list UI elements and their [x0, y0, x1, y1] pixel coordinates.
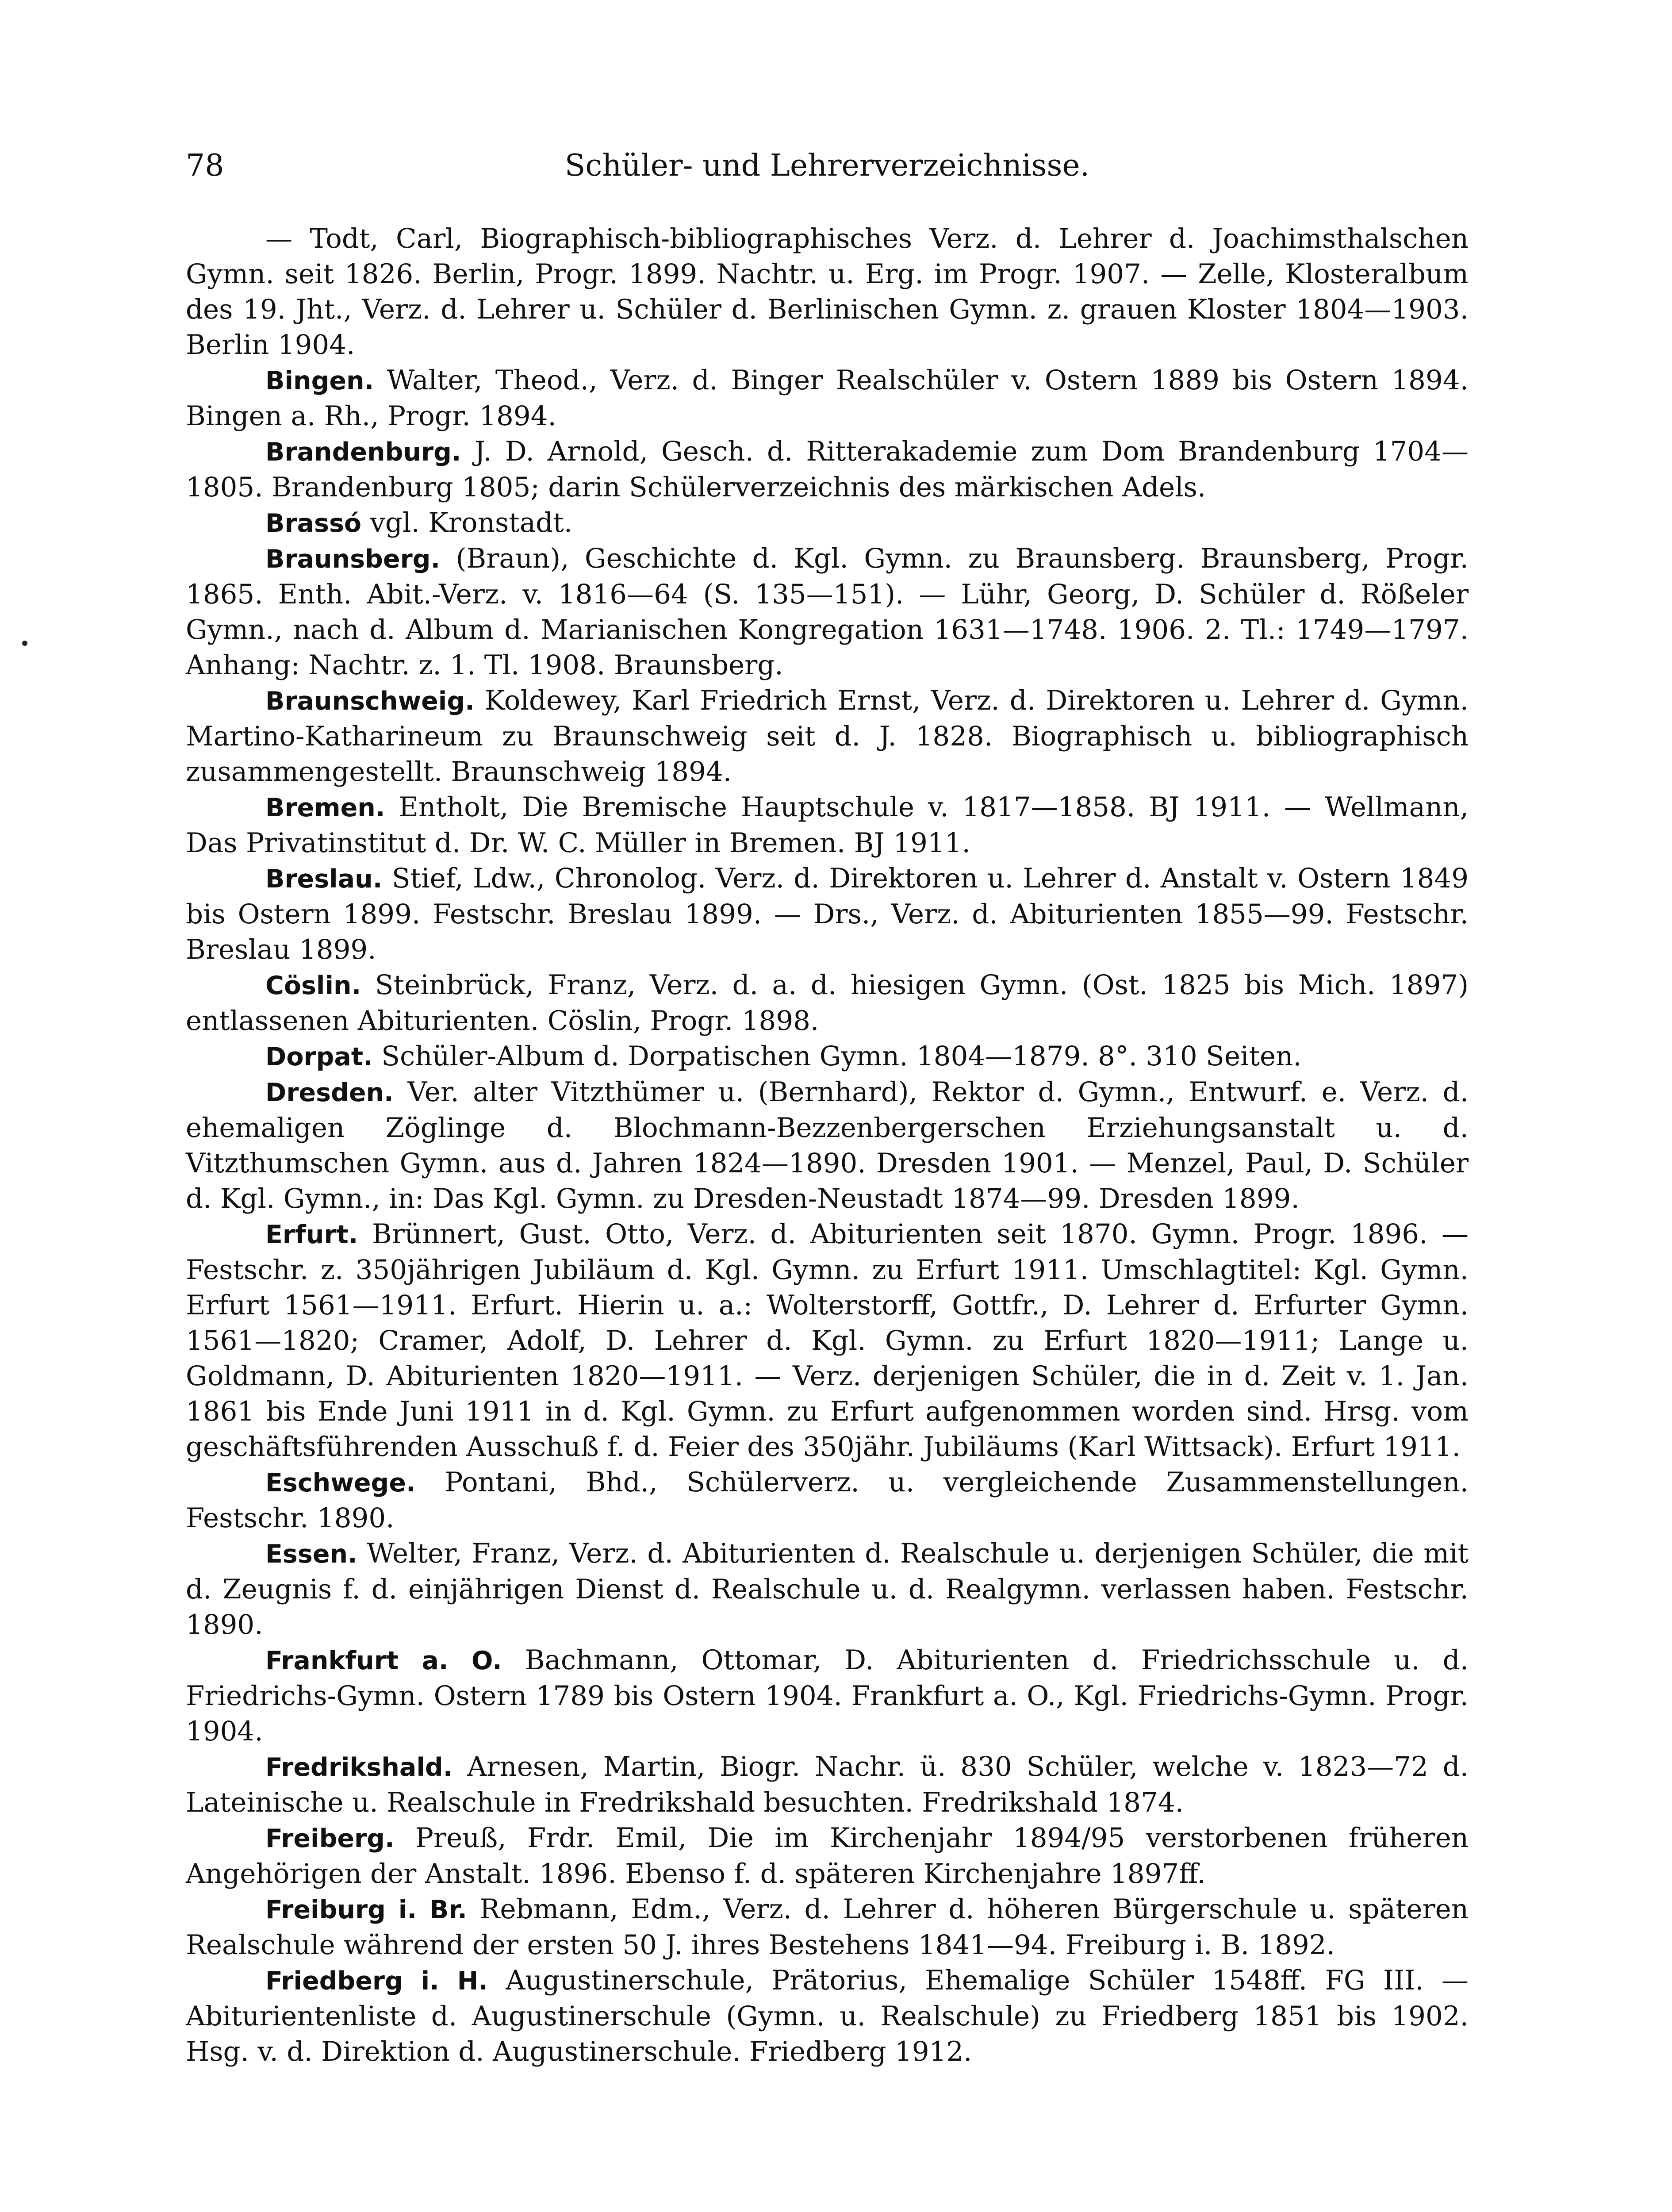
entry-text: Entholt, Die Bremische Hauptschule v. 1817—1858. BJ 1911. — Wellmann, Das Privatinstitut d. Dr. W. C. Müller in Bremen. BJ 1911. [186, 791, 1469, 859]
running-head [186, 142, 1469, 190]
entry-freiburg [186, 1892, 1469, 1963]
entry-place: Fredrikshald. [265, 1753, 453, 1782]
entry-place: Brassó [265, 509, 362, 538]
running-title: Schüler- und Lehrerverzeichnisse. [564, 148, 1090, 183]
entry-todt [186, 221, 1469, 363]
entry-place: Erfurt. [265, 1220, 358, 1249]
page-number: 78 [186, 148, 224, 183]
entry-text: Preuß, Frdr. Emil, Die im Kirchenjahr 1894/95 verstorbenen früheren Angehörigen der Anstalt. 1896. Ebenso f. d. späteren Kirchenjahre 1897ff. [186, 1822, 1469, 1889]
entry-frankfurt [186, 1643, 1469, 1749]
entry-text: Pontani, Bhd., Schülerverz. u. vergleichende Zusammenstellungen. Festschr. 1890. [186, 1467, 1469, 1534]
entry-place: Freiburg i. Br. [265, 1895, 467, 1924]
entry-place: Friedberg i. H. [265, 1966, 488, 1996]
entry-text: Augustinerschule, Prätorius, Ehemalige Schüler 1548ff. FG III. — Abiturientenliste d. Augustinerschule (Gymn. u. Realschule) zu Friedberg 1851 bis 1902. Hsg. v. d. Direktion d. Augustinerschule. Friedberg 1912. [186, 1965, 1469, 2067]
entry-text: Welter, Franz, Verz. d. Abiturienten d. Realschule u. derjenigen Schüler, die mit d. Zeugnis f. d. einjährigen Dienst d. Realschule u. d. Realgymn. verlassen haben. Festschr. 1890. [186, 1538, 1469, 1640]
entry-place: Bingen. [265, 366, 374, 396]
entry-erfurt [186, 1217, 1469, 1465]
entry-place: Cöslin. [265, 971, 361, 1000]
entry-place: Essen. [265, 1540, 357, 1569]
entry-place: Brandenburg. [265, 438, 461, 467]
entry-text: — Todt, Carl, Biographisch-bibliographisches Verz. d. Lehrer d. Joachimsthalschen Gymn. seit 1826. Berlin, Progr. 1899. Nachtr. u. Erg. im Progr. 1907. — Zelle, Klosteralbum des 19. Jht., Verz. d. Lehrer u. Schüler d. Berlinischen Gymn. z. grauen Kloster 1804—1903. Berlin 1904. [186, 223, 1469, 361]
entry-text: Stief, Ldw., Chronolog. Verz. d. Direktoren u. Lehrer d. Anstalt v. Ostern 1849 bis Ostern 1899. Festschr. Breslau 1899. — Drs., Verz. d. Abiturienten 1855—99. Festschr. Breslau 1899. [186, 863, 1469, 965]
entry-text: vgl. Kronstadt. [370, 507, 573, 538]
entry-fredrikshald [186, 1749, 1469, 1820]
entry-place: Bremen. [265, 793, 385, 822]
entry-place: Breslau. [265, 864, 383, 894]
entry-place: Dresden. [265, 1078, 394, 1107]
entry-text: Bachmann, Ottomar, D. Abiturienten d. Friedrichsschule u. d. Friedrichs-Gymn. Ostern 1789 bis Ostern 1904. Frankfurt a. O., Kgl. Friedrichs-Gymn. Progr. 1904. [186, 1644, 1469, 1747]
entry-text: Rebmann, Edm., Verz. d. Lehrer d. höheren Bürgerschule u. späteren Realschule während der ersten 50 J. ihres Bestehens 1841—94. Freiburg i. B. 1892. [186, 1893, 1469, 1961]
entry-place: Braunsberg. [265, 545, 441, 574]
entry-place: Frankfurt a. O. [265, 1646, 502, 1675]
entry-bremen [186, 790, 1469, 861]
entry-friedberg [186, 1963, 1469, 2070]
entry-dresden [186, 1075, 1469, 1217]
entry-place: Freiberg. [265, 1824, 395, 1853]
entry-dorpat [186, 1039, 1469, 1075]
entry-text: Brünnert, Gust. Otto, Verz. d. Abiturienten seit 1870. Gymn. Progr. 1896. — Festschr. z. 350jährigen Jubiläum d. Kgl. Gymn. zu Erfurt 1911. Umschlagtitel: Kgl. Gymn. Erfurt 1561—1911. Erfurt. Hierin u. a.: Wolterstorff, Gottfr., D. Lehrer d. Erfurter Gymn. 1561—1820; Cramer, Adolf, D. Lehrer d. Kgl. Gymn. zu Erfurt 1820—1911; Lange u. Goldmann, D. Abiturienten 1820—1911. — Verz. derjenigen Schüler, die in d. Zeit v. 1. Jan. 1861 bis Ende Juni 1911 in d. Kgl. Gymn. zu Erfurt aufgenommen worden sind. Hrsg. vom geschäftsführenden Ausschuß f. d. Feier des 350jähr. Jubiläums (Karl Wittsack). Erfurt 1911. [186, 1218, 1469, 1463]
margin-dot [22, 641, 27, 646]
entry-braunschweig [186, 683, 1469, 790]
entry-breslau [186, 861, 1469, 968]
entry-place: Dorpat. [265, 1042, 373, 1071]
entry-text: Koldewey, Karl Friedrich Ernst, Verz. d. Direktoren u. Lehrer d. Gymn. Martino-Katharineum zu Braunschweig seit d. J. 1828. Biographisch u. bibliographisch zusammengestellt. Braunschweig 1894. [186, 685, 1469, 787]
entry-text: Arnesen, Martin, Biogr. Nachr. ü. 830 Schüler, welche v. 1823—72 d. Lateinische u. Realschule in Fredrikshald besuchten. Fredrikshald 1874. [186, 1751, 1469, 1818]
entry-braunsberg [186, 541, 1469, 683]
entry-text: Schüler-Album d. Dorpatischen Gymn. 1804—1879. 8°. 310 Seiten. [381, 1041, 1302, 1072]
entry-text: Walter, Theod., Verz. d. Binger Realschüler v. Ostern 1889 bis Ostern 1894. Bingen a. Rh., Progr. 1894. [186, 365, 1469, 432]
entry-brandenburg [186, 434, 1469, 505]
entry-text: Ver. alter Vitzthümer u. (Bernhard), Rektor d. Gymn., Entwurf. e. Verz. d. ehemaligen Zöglinge d. Blochmann-Bezzenbergerschen Erziehungsanstalt u. d. Vitzthumschen Gymn. aus d. Jahren 1824—1890. Dresden 1901. — Menzel, Paul, D. Schüler d. Kgl. Gymn., in: Das Kgl. Gymn. zu Dresden-Neustadt 1874—99. Dresden 1899. [186, 1076, 1469, 1214]
entry-essen [186, 1536, 1469, 1643]
entry-place: Eschwege. [265, 1468, 416, 1498]
entry-text: J. D. Arnold, Gesch. d. Ritterakademie zum Dom Brandenburg 1704—1805. Brandenburg 1805; darin Schülerverzeichnis des märkischen Adels. [186, 436, 1469, 503]
entry-text: (Braun), Geschichte d. Kgl. Gymn. zu Braunsberg. Braunsberg, Progr. 1865. Enth. Abit.-Verz. v. 1816—64 (S. 135—151). — Lühr, Georg, D. Schüler d. Rößeler Gymn., nach d. Album d. Marianischen Kongregation 1631—1748. 1906. 2. Tl.: 1749—1797. Anhang: Nachtr. z. 1. Tl. 1908. Braunsberg. [186, 543, 1469, 681]
entry-bingen [186, 363, 1469, 434]
entry-freiberg [186, 1820, 1469, 1892]
entry-text: Steinbrück, Franz, Verz. d. a. d. hiesigen Gymn. (Ost. 1825 bis Mich. 1897) entlassenen Abiturienten. Cöslin, Progr. 1898. [186, 969, 1469, 1037]
entry-list [186, 221, 1469, 2070]
entry-place: Braunschweig. [265, 687, 475, 716]
entry-eschwege [186, 1465, 1469, 1536]
entry-coeslin [186, 968, 1469, 1039]
entry-brasso [186, 505, 1469, 541]
